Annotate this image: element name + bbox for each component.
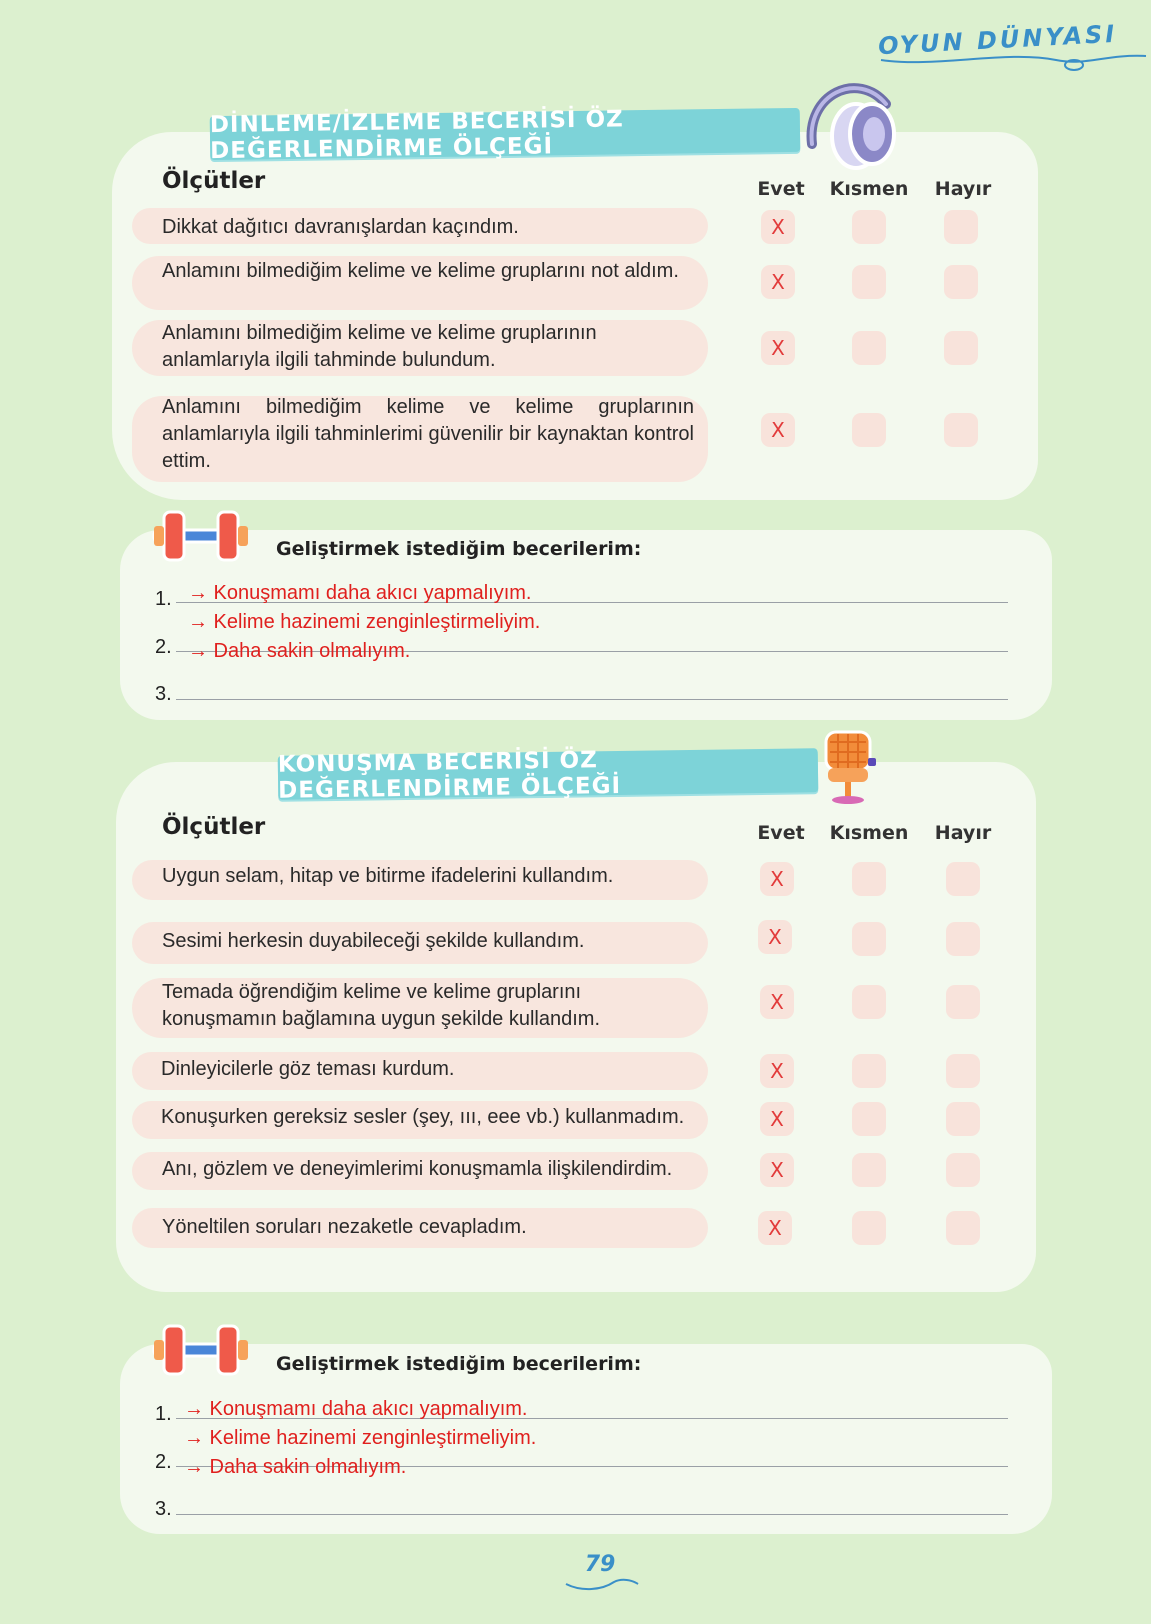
evet-box[interactable]: X — [761, 413, 795, 447]
kismen-box[interactable] — [852, 210, 886, 244]
hayir-box[interactable] — [946, 862, 980, 896]
hayir-box[interactable] — [946, 1211, 980, 1245]
kismen-box[interactable] — [852, 1153, 886, 1187]
kismen-box[interactable] — [852, 413, 886, 447]
dumbbell-icon — [148, 1320, 252, 1380]
criterion-text: Dinleyicilerle göz teması kurdum. — [161, 1058, 455, 1080]
hayir-box[interactable] — [944, 331, 978, 365]
col-hayir: Hayır — [934, 822, 992, 844]
goal-number: 1. — [155, 1403, 172, 1425]
evet-box[interactable]: X — [758, 920, 792, 954]
hayir-box[interactable] — [944, 265, 978, 299]
evet-box[interactable]: X — [761, 331, 795, 365]
goal-answer[interactable]: → Konuşmamı daha akıcı yapmalıyım. — [188, 582, 532, 604]
goal-answer[interactable]: → Daha sakin olmalıyım. — [188, 640, 411, 662]
brand-swoosh — [876, 46, 1151, 76]
evet-box[interactable]: X — [758, 1211, 792, 1245]
evet-box[interactable]: X — [761, 210, 795, 244]
criterion-text: Uygun selam, hitap ve bitirme ifadelerini kullandım. — [162, 865, 614, 887]
hayir-box[interactable] — [946, 985, 980, 1019]
criteria-title: Ölçütler — [162, 814, 266, 840]
goal-line — [176, 1514, 1008, 1515]
kismen-box[interactable] — [852, 265, 886, 299]
col-hayir: Hayır — [934, 178, 992, 200]
criterion-text: Sesimi herkesin duyabileceği şekilde kullandım. — [162, 930, 585, 952]
kismen-box[interactable] — [852, 1054, 886, 1088]
goal-answer[interactable]: → Daha sakin olmalıyım. — [184, 1456, 407, 1478]
goals-title: Geliştirmek istediğim becerilerim: — [276, 538, 642, 560]
goal-answer[interactable]: → Kelime hazinemi zenginleştirmeliyim. — [184, 1427, 537, 1449]
evet-box[interactable]: X — [760, 862, 794, 896]
kismen-box[interactable] — [852, 1211, 886, 1245]
evet-box[interactable]: X — [760, 1054, 794, 1088]
criterion-text: Dikkat dağıtıcı davranışlardan kaçındım. — [162, 216, 519, 238]
kismen-box[interactable] — [852, 331, 886, 365]
hayir-box[interactable] — [946, 1054, 980, 1088]
hayir-box[interactable] — [944, 413, 978, 447]
col-evet: Evet — [757, 178, 805, 200]
col-kismen: Kısmen — [829, 178, 909, 200]
speaking-banner: KONUŞMA BECERİSİ ÖZ DEĞERLENDİRME ÖLÇEĞİ — [278, 748, 819, 800]
goal-line — [176, 699, 1008, 700]
hayir-box[interactable] — [946, 922, 980, 956]
kismen-box[interactable] — [852, 862, 886, 896]
kismen-box[interactable] — [852, 1102, 886, 1136]
kismen-box[interactable] — [852, 922, 886, 956]
goal-number: 3. — [155, 683, 172, 705]
goals-title: Geliştirmek istediğim becerilerim: — [276, 1353, 642, 1375]
goal-answer[interactable]: → Kelime hazinemi zenginleştirmeliyim. — [188, 611, 541, 633]
hayir-box[interactable] — [946, 1102, 980, 1136]
evet-box[interactable]: X — [760, 985, 794, 1019]
goal-number: 2. — [155, 1451, 172, 1473]
page-number-swoosh — [562, 1574, 642, 1594]
evet-box[interactable]: X — [760, 1102, 794, 1136]
goal-answer[interactable]: → Konuşmamı daha akıcı yapmalıyım. — [184, 1398, 528, 1420]
headphones-icon — [798, 74, 906, 174]
hayir-box[interactable] — [946, 1153, 980, 1187]
col-kismen: Kısmen — [829, 822, 909, 844]
criteria-title: Ölçütler — [162, 168, 266, 194]
page-number: 79 — [584, 1552, 616, 1577]
criterion-text: Anlamını bilmediğim kelime ve kelime gruplarının anlamlarıyla ilgili tahminde bulundum. — [162, 322, 597, 371]
goal-number: 1. — [155, 588, 172, 610]
kismen-box[interactable] — [852, 985, 886, 1019]
criterion-text: Anlamını bilmediğim kelime ve kelime gruplarını not aldım. — [162, 260, 679, 282]
criterion-text: Anlamını bilmediğim kelime ve kelime gruplarının anlamlarıyla ilgili tahminlerimi güvenilir bir kaynaktan kontrol ettim. — [162, 396, 694, 472]
criterion-text: Yöneltilen soruları nezaketle cevapladım. — [162, 1216, 527, 1238]
listening-banner: DİNLEME/İZLEME BECERİSİ ÖZ DEĞERLENDİRME ÖLÇEĞİ — [210, 108, 801, 160]
microphone-icon — [820, 728, 880, 808]
evet-box[interactable]: X — [761, 265, 795, 299]
evet-box[interactable]: X — [760, 1153, 794, 1187]
hayir-box[interactable] — [944, 210, 978, 244]
criterion-text: Temada öğrendiğim kelime ve kelime gruplarını konuşmamın bağlamına uygun şekilde kullandım. — [162, 981, 601, 1030]
brand-title: OYUN DÜNYASI — [877, 19, 1118, 61]
dumbbell-icon — [148, 506, 252, 566]
criterion-text: Konuşurken gereksiz sesler (şey, ııı, eee vb.) kullanmadım. — [161, 1106, 685, 1128]
goal-number: 2. — [155, 636, 172, 658]
criterion-text: Anı, gözlem ve deneyimlerimi konuşmamla ilişkilendirdim. — [162, 1158, 673, 1180]
goal-number: 3. — [155, 1498, 172, 1520]
col-evet: Evet — [757, 822, 805, 844]
